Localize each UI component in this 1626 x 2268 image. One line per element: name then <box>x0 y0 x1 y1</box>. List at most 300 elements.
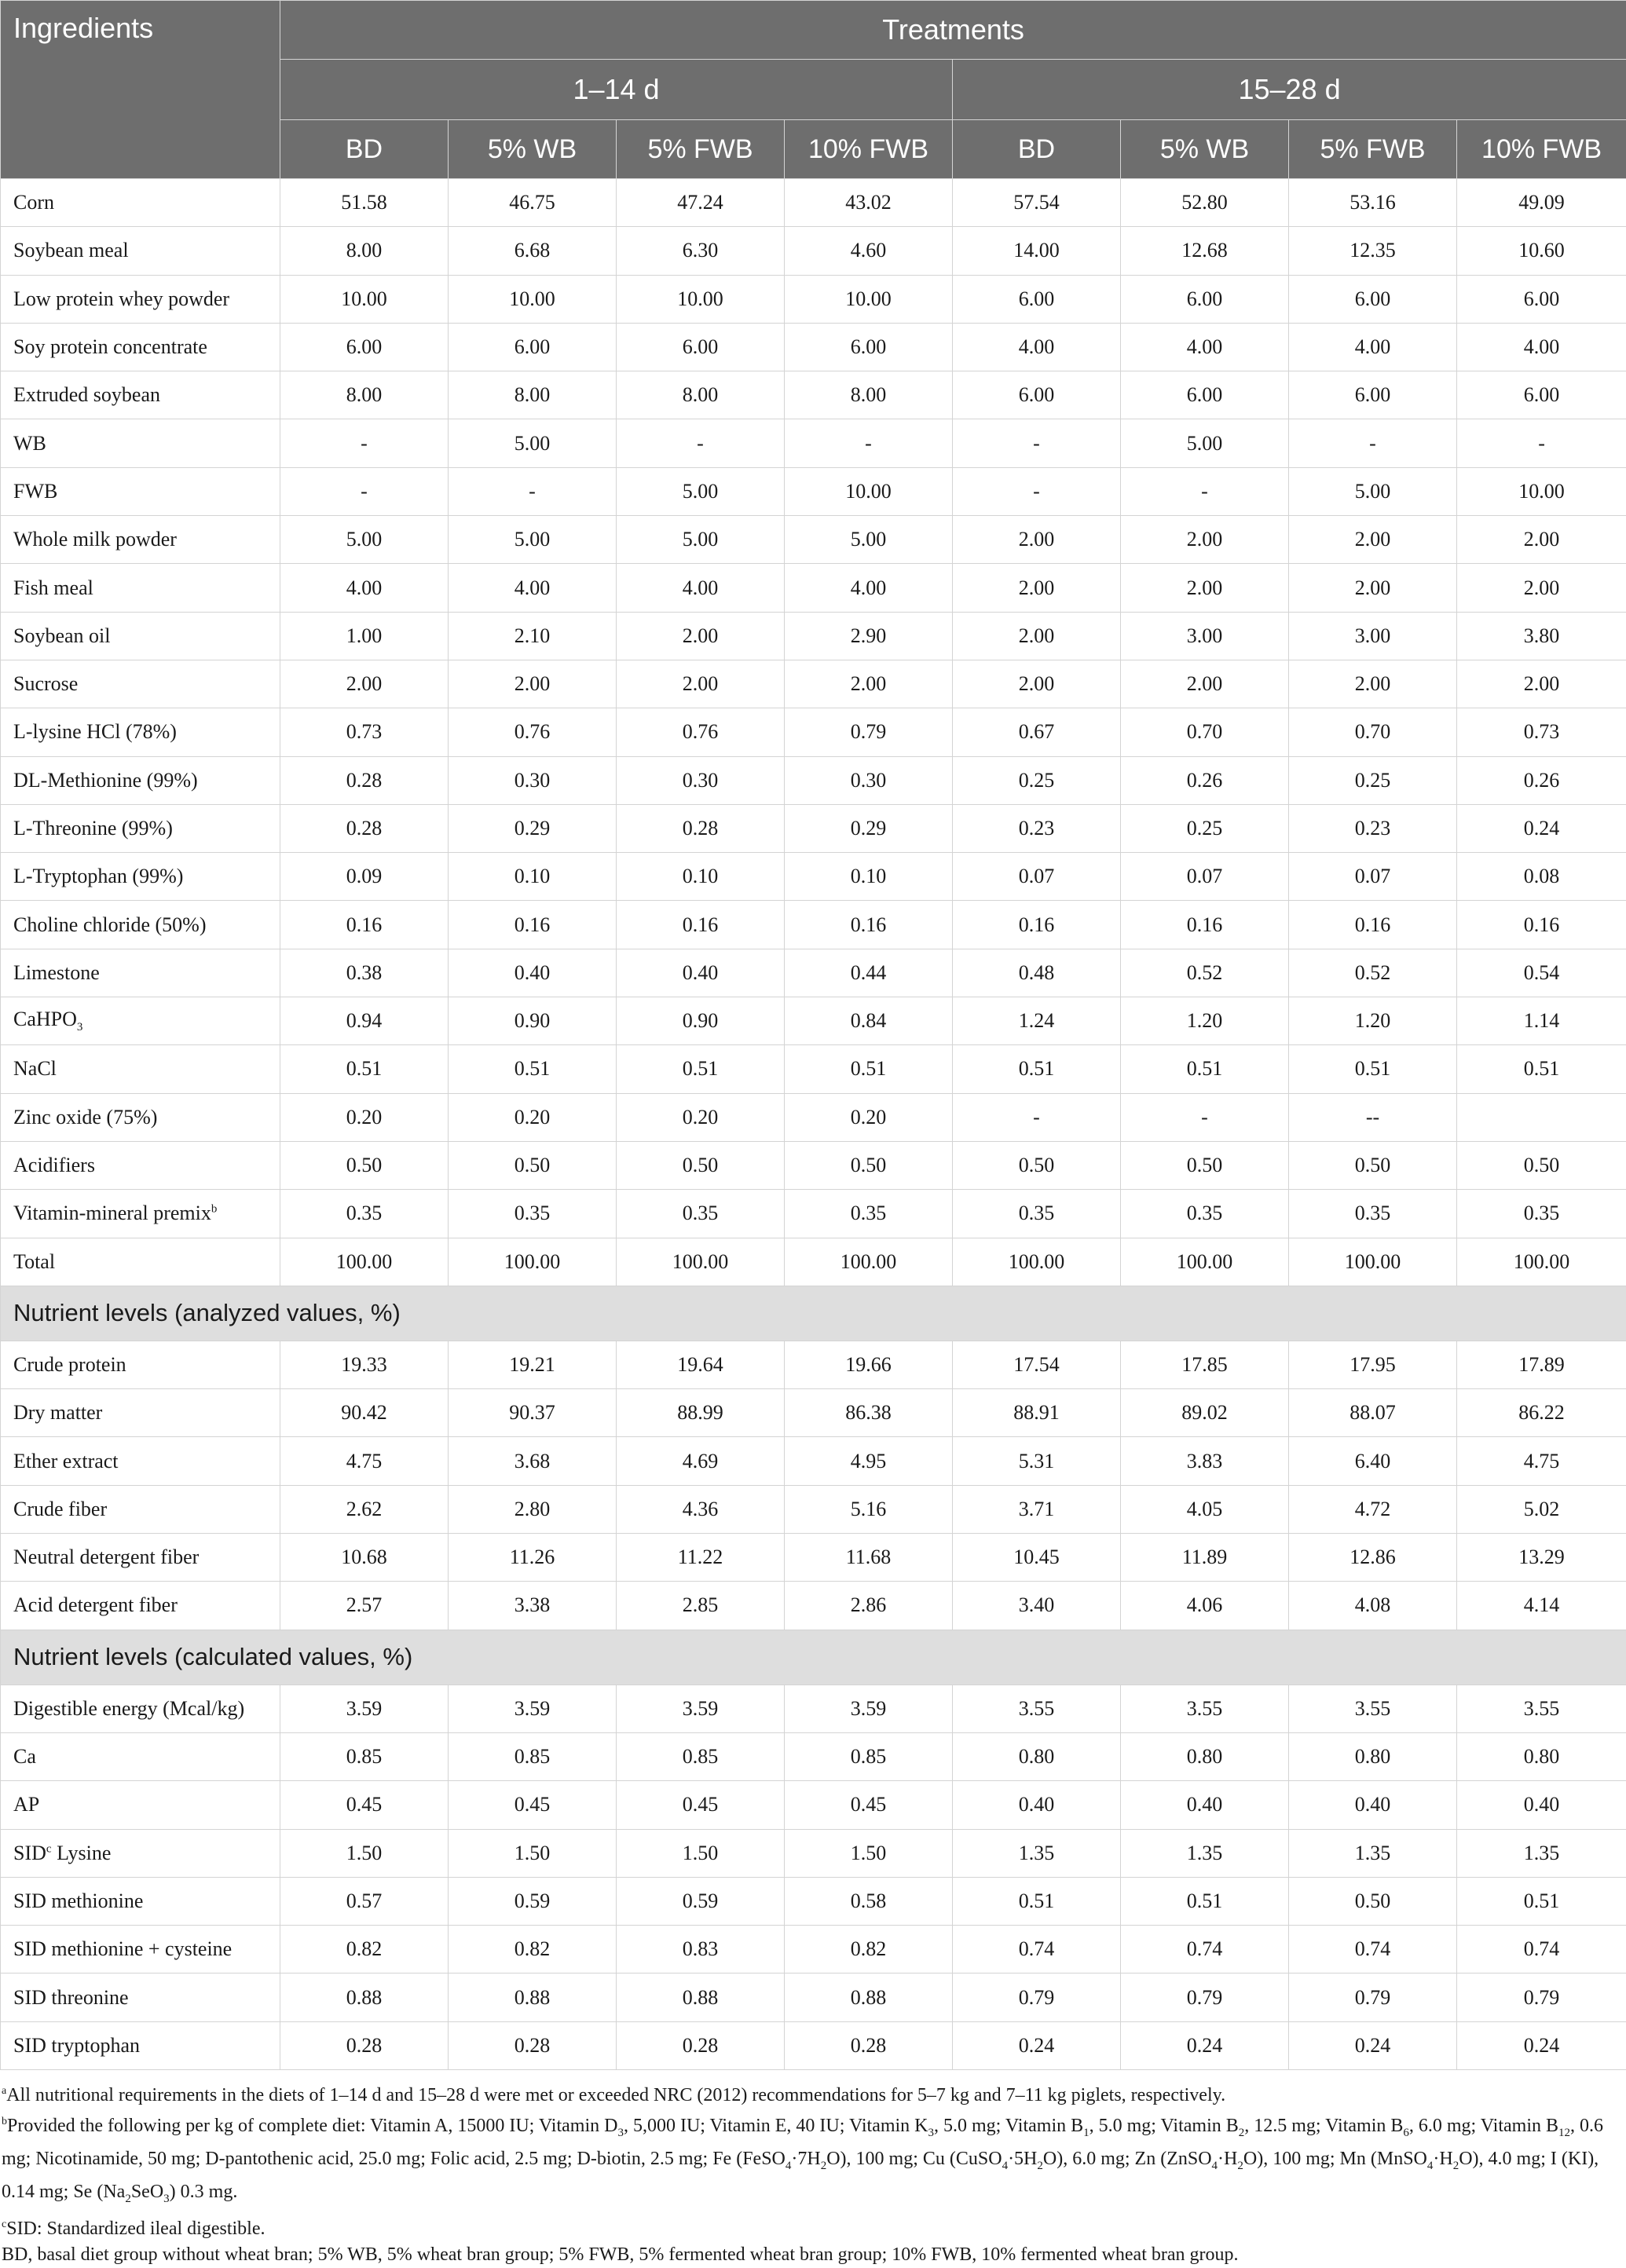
table-cell: 2.80 <box>449 1485 617 1533</box>
table-cell: 19.64 <box>617 1341 785 1388</box>
row-label <box>1 516 280 564</box>
table-cell: 19.21 <box>449 1341 617 1388</box>
table-body <box>1 179 1626 2070</box>
table-cell: 12.35 <box>1289 227 1457 275</box>
table-cell: - <box>1121 1093 1289 1141</box>
table-cell: 6.00 <box>1121 371 1289 419</box>
table-cell: 5.00 <box>1289 467 1457 515</box>
table-cell: 5.02 <box>1457 1485 1626 1533</box>
header-row-treatments <box>1 1 1626 60</box>
table-cell: 4.75 <box>280 1437 449 1485</box>
table-cell: 0.58 <box>785 1877 953 1925</box>
table-cell: -- <box>1289 1093 1457 1141</box>
table-cell: 1.24 <box>953 997 1121 1045</box>
table-cell: 89.02 <box>1121 1389 1289 1437</box>
row-label <box>1 1485 280 1533</box>
table-cell: 2.90 <box>785 612 953 660</box>
table-row <box>1 1238 1626 1286</box>
table-cell: 90.37 <box>449 1389 617 1437</box>
table-cell: 0.16 <box>1289 901 1457 949</box>
table-cell: 0.51 <box>785 1045 953 1093</box>
table-cell: 3.59 <box>280 1685 449 1732</box>
row-label <box>1 1926 280 1974</box>
table-cell: 0.51 <box>1121 1045 1289 1093</box>
row-label-text: Corn <box>13 191 54 214</box>
row-label <box>1 1829 280 1877</box>
subscript: 6 <box>1403 2127 1409 2139</box>
table-cell: - <box>1289 419 1457 467</box>
table-cell: - <box>1121 467 1289 515</box>
table-cell: 0.74 <box>953 1926 1121 1974</box>
row-label <box>1 323 280 371</box>
table-row <box>1 612 1626 660</box>
table-cell: 88.91 <box>953 1389 1121 1437</box>
footnote-text: , 0.6 mg; Nicotinamide, 50 mg; D-pantothenic acid, 25.0 mg; Folic acid, 2.5 mg; D-biotin, 2.5 mg; Fe (FeSO <box>2 2116 1603 2169</box>
table-row <box>1 1534 1626 1582</box>
table-cell: 0.20 <box>785 1093 953 1141</box>
table-cell: 2.00 <box>953 516 1121 564</box>
table-row <box>1 708 1626 756</box>
table-cell: 0.50 <box>1457 1141 1626 1189</box>
row-label-text: Zinc oxide (75%) <box>13 1106 157 1129</box>
row-label-text: Extruded soybean <box>13 383 160 406</box>
table-cell: 2.62 <box>280 1485 449 1533</box>
row-label-text: Acid detergent fiber <box>13 1593 178 1616</box>
table-row <box>1 1045 1626 1093</box>
table-cell: 4.00 <box>1121 323 1289 371</box>
table-row <box>1 1732 1626 1780</box>
footnote-text: , 5.0 mg; Vitamin B <box>1089 2116 1239 2136</box>
table-row <box>1 419 1626 467</box>
table-cell: 1.50 <box>617 1829 785 1877</box>
table-cell: 100.00 <box>280 1238 449 1286</box>
table-cell: 0.45 <box>280 1781 449 1829</box>
table-cell: 0.51 <box>280 1045 449 1093</box>
table-cell: 3.55 <box>1289 1685 1457 1732</box>
table-cell: 1.50 <box>449 1829 617 1877</box>
table-cell: 0.40 <box>1289 1781 1457 1829</box>
group-header: 5% WB <box>449 120 617 179</box>
subscript: 1 <box>1083 2127 1089 2139</box>
table-cell: 3.59 <box>449 1685 617 1732</box>
row-label-text: NaCl <box>13 1057 57 1080</box>
table-cell: 3.80 <box>1457 612 1626 660</box>
table-cell: - <box>953 419 1121 467</box>
table-cell: 88.99 <box>617 1389 785 1437</box>
row-label-text: Fish meal <box>13 576 93 599</box>
table-cell: 0.35 <box>617 1190 785 1238</box>
table-cell: 17.54 <box>953 1341 1121 1388</box>
row-label <box>1 2021 280 2069</box>
table-cell: 0.30 <box>617 756 785 804</box>
table-cell: 2.00 <box>1457 660 1626 708</box>
table-cell: 1.14 <box>1457 997 1626 1045</box>
row-label-text: Sucrose <box>13 672 78 695</box>
footnote-text: , 5,000 IU; Vitamin E, 40 IU; Vitamin K <box>624 2116 928 2136</box>
row-label-text: Whole milk powder <box>13 528 177 551</box>
table-cell: 47.24 <box>617 179 785 227</box>
table-cell: 100.00 <box>1457 1238 1626 1286</box>
table-row <box>1 949 1626 997</box>
table-cell: 0.54 <box>1457 949 1626 997</box>
footnote-text: ·5H <box>1008 2149 1037 2169</box>
table-cell: 0.28 <box>617 804 785 852</box>
table-cell: 0.16 <box>280 901 449 949</box>
table-cell: 0.51 <box>1289 1045 1457 1093</box>
table-cell: 0.16 <box>1121 901 1289 949</box>
footnote-text: SeO <box>131 2182 163 2202</box>
table-cell: 0.35 <box>1457 1190 1626 1238</box>
table-cell: 0.30 <box>449 756 617 804</box>
table-cell: 11.22 <box>617 1534 785 1582</box>
row-label-text: Dry matter <box>13 1401 102 1424</box>
table-cell: 0.25 <box>953 756 1121 804</box>
table-cell: 0.82 <box>280 1926 449 1974</box>
table-cell: 0.35 <box>785 1190 953 1238</box>
table-cell: 0.40 <box>1121 1781 1289 1829</box>
table-cell: 6.00 <box>953 275 1121 323</box>
table-cell: 0.82 <box>449 1926 617 1974</box>
table-cell: 0.59 <box>449 1877 617 1925</box>
table-cell: 0.45 <box>617 1781 785 1829</box>
table-cell: - <box>953 467 1121 515</box>
table-cell: 19.33 <box>280 1341 449 1388</box>
table-row <box>1 660 1626 708</box>
table-cell: 0.88 <box>785 1974 953 2021</box>
table-cell: 10.45 <box>953 1534 1121 1582</box>
table-cell: 14.00 <box>953 227 1121 275</box>
table-footnotes <box>0 2070 1626 2268</box>
table-cell: 13.29 <box>1457 1534 1626 1582</box>
table-cell: 1.00 <box>280 612 449 660</box>
table-cell: 8.00 <box>280 227 449 275</box>
section-header-row <box>1 1630 1626 1685</box>
table-cell: 0.28 <box>280 2021 449 2069</box>
table-cell: 1.20 <box>1121 997 1289 1045</box>
table-cell: 0.40 <box>953 1781 1121 1829</box>
table-cell: 0.50 <box>449 1141 617 1189</box>
table-cell: 2.00 <box>449 660 617 708</box>
table-cell: 0.51 <box>449 1045 617 1093</box>
table-cell: 86.38 <box>785 1389 953 1437</box>
row-label <box>1 660 280 708</box>
group-header: BD <box>953 120 1121 179</box>
table-cell: 4.00 <box>1457 323 1626 371</box>
row-label <box>1 804 280 852</box>
footnote-text: , 5.0 mg; Vitamin B <box>934 2116 1083 2136</box>
table-row <box>1 1926 1626 1974</box>
table-cell: 0.90 <box>617 997 785 1045</box>
row-label-text: SID <box>13 1842 46 1864</box>
table-cell: 100.00 <box>617 1238 785 1286</box>
table-cell: 51.58 <box>280 179 449 227</box>
table-cell: 5.00 <box>785 516 953 564</box>
table-cell: 4.95 <box>785 1437 953 1485</box>
table-cell: 0.79 <box>1457 1974 1626 2021</box>
group-header: 10% FWB <box>1457 120 1626 179</box>
table-cell: 2.00 <box>280 660 449 708</box>
table-cell: 0.10 <box>617 853 785 901</box>
table-cell: 4.72 <box>1289 1485 1457 1533</box>
table-cell: 0.20 <box>449 1093 617 1141</box>
row-label <box>1 1582 280 1630</box>
table-cell: 0.50 <box>617 1141 785 1189</box>
table-cell: 0.57 <box>280 1877 449 1925</box>
table-cell: 0.90 <box>449 997 617 1045</box>
table-row <box>1 756 1626 804</box>
table-cell: 0.07 <box>1289 853 1457 901</box>
table-cell: 2.00 <box>1457 516 1626 564</box>
table-cell: 49.09 <box>1457 179 1626 227</box>
table-cell: 0.35 <box>280 1190 449 1238</box>
table-cell: - <box>953 1093 1121 1141</box>
table-cell: 0.79 <box>785 708 953 756</box>
footnote-marker: c <box>2 2219 6 2230</box>
table-cell: 0.51 <box>1121 1877 1289 1925</box>
table-cell: 0.35 <box>1121 1190 1289 1238</box>
table-cell: 1.50 <box>280 1829 449 1877</box>
table-cell: 90.42 <box>280 1389 449 1437</box>
table-cell: 0.28 <box>785 2021 953 2069</box>
table-cell: 0.50 <box>785 1141 953 1189</box>
table-cell: - <box>280 467 449 515</box>
subscript: 2 <box>1037 2160 1043 2172</box>
table-cell: 0.73 <box>280 708 449 756</box>
table-cell: 0.24 <box>1289 2021 1457 2069</box>
table-row <box>1 853 1626 901</box>
table-cell: 0.16 <box>785 901 953 949</box>
table-cell: 17.95 <box>1289 1341 1457 1388</box>
footnote-text: ·H <box>1218 2149 1237 2169</box>
table-row <box>1 1341 1626 1388</box>
table-cell: 0.48 <box>953 949 1121 997</box>
table-cell: 0.23 <box>1289 804 1457 852</box>
footnote-text: O), 100 mg; Cu (CuSO <box>826 2149 1002 2169</box>
table-cell: 17.89 <box>1457 1341 1626 1388</box>
table-cell: 0.67 <box>953 708 1121 756</box>
footnote-marker: a <box>2 2085 6 2097</box>
table-cell: 0.24 <box>1121 2021 1289 2069</box>
table-cell: 52.80 <box>1121 179 1289 227</box>
table-cell: 0.50 <box>1121 1141 1289 1189</box>
table-cell: 0.51 <box>1457 1045 1626 1093</box>
table-cell: 0.88 <box>449 1974 617 2021</box>
table-cell: 11.26 <box>449 1534 617 1582</box>
row-label <box>1 612 280 660</box>
footnote-text: Provided the following per kg of complete diet: Vitamin A, 15000 IU; Vitamin D <box>7 2116 617 2136</box>
table-cell: 11.68 <box>785 1534 953 1582</box>
table-cell: 0.80 <box>1121 1732 1289 1780</box>
table-cell: 0.26 <box>1121 756 1289 804</box>
row-label <box>1 275 280 323</box>
row-label <box>1 1141 280 1189</box>
row-label-text: Crude protein <box>13 1353 126 1376</box>
table-cell: 100.00 <box>1121 1238 1289 1286</box>
table-cell: 19.66 <box>785 1341 953 1388</box>
table-cell: 6.00 <box>1289 371 1457 419</box>
table-cell: 57.54 <box>953 179 1121 227</box>
footnote-text: SID: Standardized ileal digestible. <box>6 2219 265 2239</box>
row-label <box>1 419 280 467</box>
table-cell: 3.00 <box>1289 612 1457 660</box>
table-cell: 0.51 <box>1457 1877 1626 1925</box>
period-header: 15–28 d <box>953 60 1626 120</box>
table-row <box>1 1141 1626 1189</box>
table-cell: 0.40 <box>449 949 617 997</box>
table-cell: 0.29 <box>449 804 617 852</box>
table-row <box>1 804 1626 852</box>
table-cell: 10.00 <box>449 275 617 323</box>
table-cell: 0.50 <box>953 1141 1121 1189</box>
table-cell: 0.85 <box>280 1732 449 1780</box>
table-cell: 0.23 <box>953 804 1121 852</box>
subscript: 2 <box>1453 2160 1459 2172</box>
table-cell: 6.00 <box>449 323 617 371</box>
table-cell: 6.30 <box>617 227 785 275</box>
table-cell: 0.38 <box>280 949 449 997</box>
table-row <box>1 901 1626 949</box>
table-cell: 6.00 <box>1457 371 1626 419</box>
row-label <box>1 756 280 804</box>
table-cell: - <box>280 419 449 467</box>
table-cell: 0.40 <box>617 949 785 997</box>
table-cell: 4.00 <box>1289 323 1457 371</box>
row-label-text: Soybean meal <box>13 239 129 262</box>
row-label-text: Soy protein concentrate <box>13 335 207 358</box>
table-cell: 0.52 <box>1121 949 1289 997</box>
row-label-text: Crude fiber <box>13 1498 107 1520</box>
subscript: 2 <box>1237 2160 1243 2172</box>
row-label-text: SID tryptophan <box>13 2034 140 2057</box>
table-cell: 6.00 <box>953 371 1121 419</box>
ingredients-header: Ingredients <box>1 1 280 179</box>
row-label <box>1 949 280 997</box>
table-cell: 3.55 <box>1121 1685 1289 1732</box>
row-label-text: CaHPO <box>13 1008 77 1030</box>
table-cell: 4.00 <box>953 323 1121 371</box>
table-cell: 2.00 <box>1121 516 1289 564</box>
table-cell: 1.35 <box>953 1829 1121 1877</box>
table-cell: 0.88 <box>617 1974 785 2021</box>
subscript: 4 <box>1002 2160 1009 2172</box>
table-cell: 0.24 <box>953 2021 1121 2069</box>
table-cell: 6.00 <box>1457 275 1626 323</box>
table-cell: 100.00 <box>953 1238 1121 1286</box>
table-cell: 4.00 <box>617 564 785 612</box>
table-cell: 0.10 <box>785 853 953 901</box>
table-cell: 10.68 <box>280 1534 449 1582</box>
row-label-text: Low protein whey powder <box>13 287 229 310</box>
table-cell: 4.60 <box>785 227 953 275</box>
table-cell: 0.79 <box>1289 1974 1457 2021</box>
row-label-text: FWB <box>13 480 57 503</box>
subscript: 4 <box>1212 2160 1218 2172</box>
table-cell: 4.06 <box>1121 1582 1289 1630</box>
row-label-text: Acidifiers <box>13 1154 95 1176</box>
table-cell: 0.79 <box>1121 1974 1289 2021</box>
footnote-marker: c <box>46 1842 52 1855</box>
table-cell: 0.70 <box>1121 708 1289 756</box>
table-row <box>1 1685 1626 1732</box>
row-label-text: Limestone <box>13 961 100 984</box>
table-cell: 10.00 <box>785 467 953 515</box>
row-label-text: Total <box>13 1250 55 1273</box>
table-cell: 6.00 <box>1121 275 1289 323</box>
footnote-text: O), 6.0 mg; Zn (ZnSO <box>1043 2149 1212 2169</box>
row-label-text: AP <box>13 1793 39 1816</box>
group-header: 5% FWB <box>617 120 785 179</box>
period-header: 1–14 d <box>280 60 953 120</box>
table-cell: 3.59 <box>617 1685 785 1732</box>
table-row <box>1 323 1626 371</box>
table-cell: 0.16 <box>953 901 1121 949</box>
table-cell: 86.22 <box>1457 1389 1626 1437</box>
table-cell: 100.00 <box>449 1238 617 1286</box>
subscript: 3 <box>77 1021 83 1033</box>
table-cell: 2.00 <box>953 660 1121 708</box>
table-cell: 5.00 <box>449 516 617 564</box>
table-cell: 0.40 <box>1457 1781 1626 1829</box>
table-cell: 0.26 <box>1457 756 1626 804</box>
table-cell: 17.85 <box>1121 1341 1289 1388</box>
subscript: 2 <box>821 2160 827 2172</box>
table-cell: 0.16 <box>1457 901 1626 949</box>
table-cell: 0.30 <box>785 756 953 804</box>
table-cell: 0.09 <box>280 853 449 901</box>
table-cell: 0.35 <box>953 1190 1121 1238</box>
table-cell: 4.00 <box>449 564 617 612</box>
table-cell: 0.76 <box>617 708 785 756</box>
table-cell: 0.28 <box>449 2021 617 2069</box>
table-row <box>1 516 1626 564</box>
table-cell: 3.71 <box>953 1485 1121 1533</box>
row-label-text: SID methionine + cysteine <box>13 1937 232 1960</box>
table-cell: 0.84 <box>785 997 953 1045</box>
table-cell: 2.00 <box>953 564 1121 612</box>
footnote-marker: b <box>211 1203 218 1216</box>
table-cell: 0.25 <box>1121 804 1289 852</box>
row-label <box>1 1389 280 1437</box>
table-cell: 0.35 <box>1289 1190 1457 1238</box>
row-label <box>1 1877 280 1925</box>
row-label <box>1 1190 280 1238</box>
footnote-text: ·7H <box>791 2149 820 2169</box>
table-cell: 0.07 <box>1121 853 1289 901</box>
table-cell: 0.51 <box>953 1877 1121 1925</box>
section-title: Nutrient levels (calculated values, %) <box>1 1630 1626 1685</box>
footnote-a <box>2 2078 1624 2109</box>
table-cell: 3.40 <box>953 1582 1121 1630</box>
table-cell: 1.35 <box>1121 1829 1289 1877</box>
table-cell: 100.00 <box>1289 1238 1457 1286</box>
section-title: Nutrient levels (analyzed values, %) <box>1 1286 1626 1341</box>
row-label <box>1 901 280 949</box>
table-cell: 0.24 <box>1457 2021 1626 2069</box>
table-cell: 0.10 <box>449 853 617 901</box>
row-label-text: Neutral detergent fiber <box>13 1546 199 1568</box>
row-label-text: L-lysine HCl (78%) <box>13 720 177 743</box>
table-cell: - <box>1457 419 1626 467</box>
table-row <box>1 467 1626 515</box>
table-cell: 5.16 <box>785 1485 953 1533</box>
row-label <box>1 564 280 612</box>
table-cell: 3.00 <box>1121 612 1289 660</box>
table-row <box>1 1582 1626 1630</box>
table-row <box>1 1877 1626 1925</box>
table-cell: 0.74 <box>1457 1926 1626 1974</box>
row-label <box>1 1534 280 1582</box>
row-label-text: SID threonine <box>13 1986 129 2009</box>
